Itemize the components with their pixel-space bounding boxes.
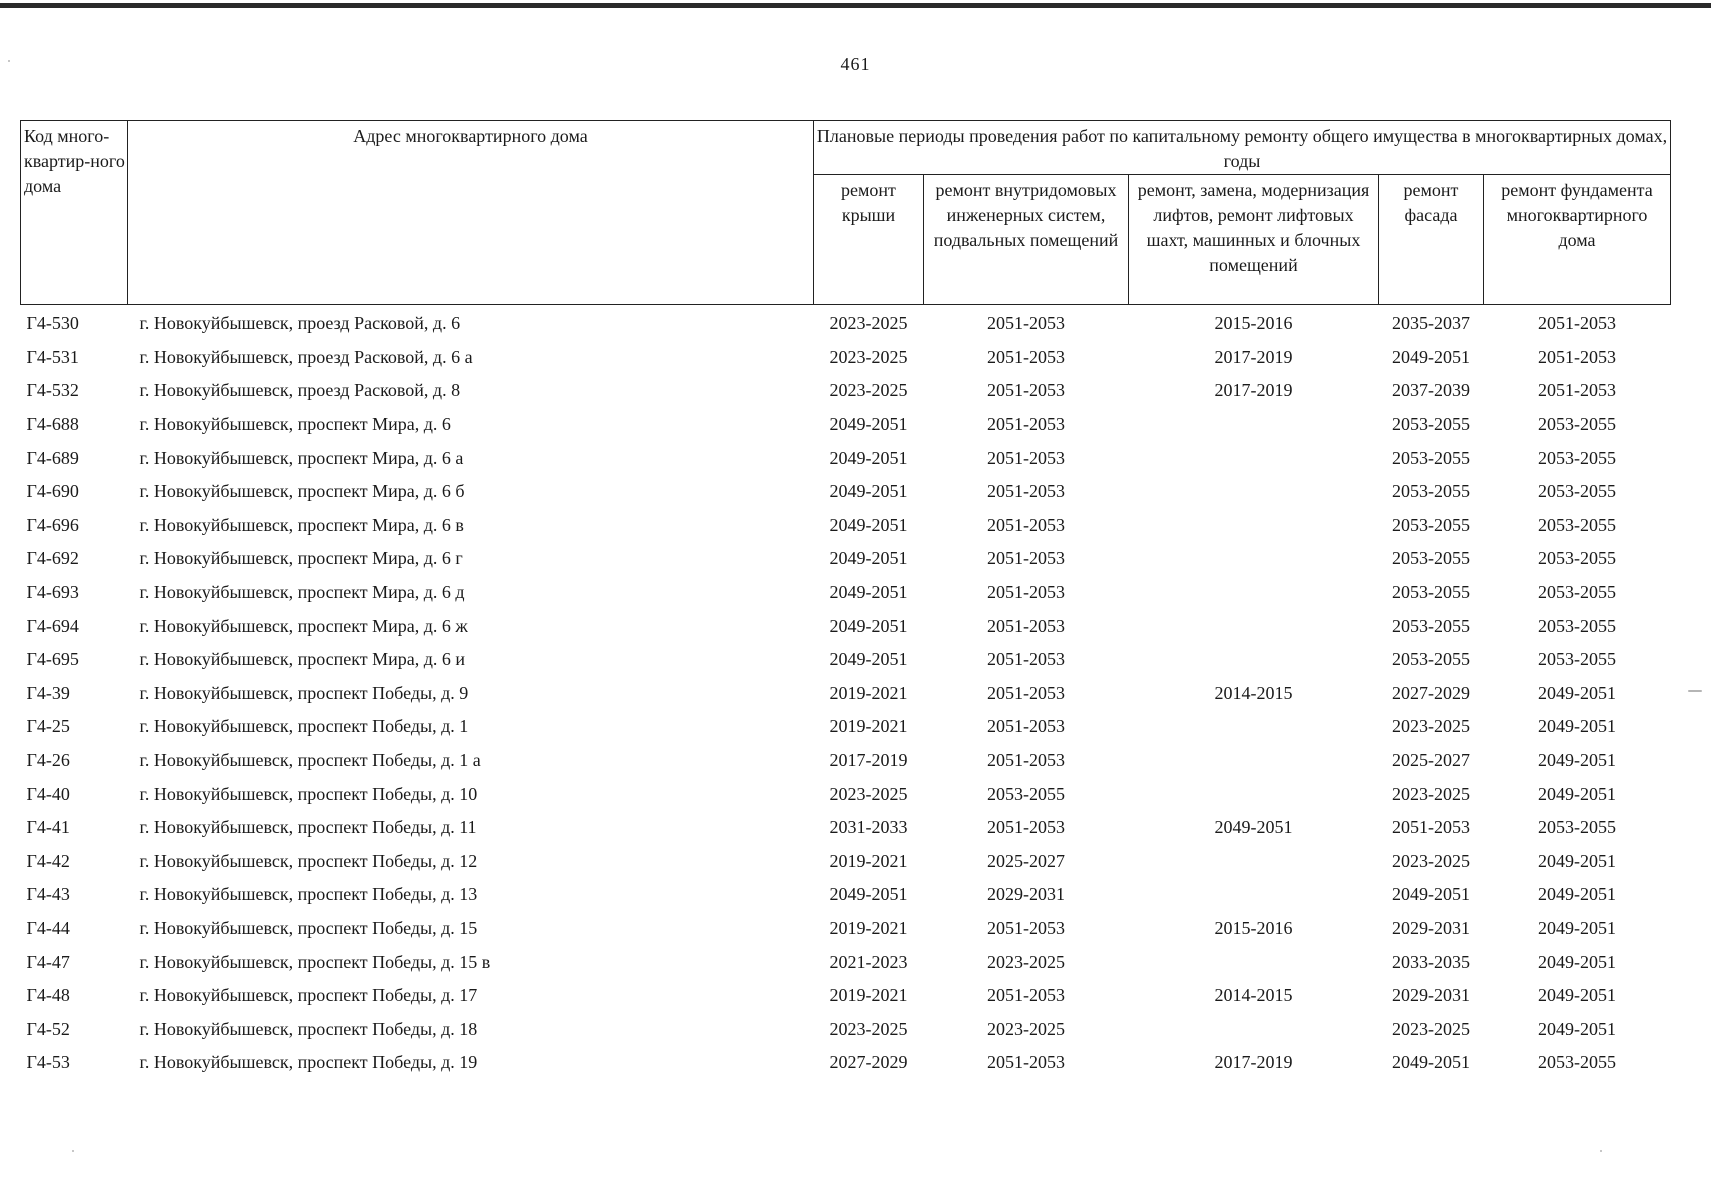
cell-code: Г4-532	[26, 380, 79, 401]
cell-address: г. Новокуйбышевск, проспект Мира, д. 6 г	[139, 548, 463, 569]
header-foundation: ремонт фундамента многоквартирного дома	[1484, 175, 1671, 305]
cell-engineering: 2051-2053	[987, 548, 1065, 569]
header-periods: Плановые периоды проведения работ по капитальному ремонту общего имущества в многоквартирных домах, годы	[814, 121, 1671, 175]
cell-facade: 2053-2055	[1392, 615, 1470, 636]
cell-foundation: 2051-2053	[1538, 380, 1616, 401]
cell-code: Г4-41	[26, 817, 70, 838]
cell-roof: 2049-2051	[829, 649, 908, 670]
table-row	[21, 878, 1671, 912]
cell-code: Г4-696	[26, 514, 79, 535]
cell-elevators	[1129, 576, 1379, 610]
cell-elevators	[1129, 878, 1379, 912]
cell-elevators	[1129, 609, 1379, 643]
cell-facade: 2025-2027	[1392, 750, 1470, 771]
cell-foundation: 2053-2055	[1538, 817, 1616, 838]
cell-code: Г4-694	[26, 615, 79, 636]
table-row	[21, 643, 1671, 677]
cell-roof: 2023-2025	[829, 783, 908, 804]
cell-facade: 2053-2055	[1392, 514, 1470, 535]
cell-facade: 2027-2029	[1392, 682, 1470, 703]
cell-address: г. Новокуйбышевск, проспект Победы, д. 1	[139, 716, 469, 737]
cell-elevators: 2049-2051	[1214, 817, 1293, 838]
cell-facade: 2033-2035	[1392, 951, 1470, 972]
cell-code: Г4-47	[26, 951, 70, 972]
scan-speck	[1600, 1150, 1602, 1152]
header-facade: ремонт фасада	[1379, 175, 1484, 305]
top-border-rule	[0, 3, 1711, 8]
cell-engineering: 2051-2053	[987, 1052, 1065, 1073]
cell-roof: 2049-2051	[829, 615, 908, 636]
cell-engineering: 2051-2053	[987, 414, 1065, 435]
cell-engineering: 2051-2053	[987, 716, 1065, 737]
cell-facade: 2029-2031	[1392, 985, 1470, 1006]
cell-address: г. Новокуйбышевск, проезд Расковой, д. 8	[139, 380, 461, 401]
header-roof: ремонт крыши	[814, 175, 924, 305]
cell-engineering: 2051-2053	[987, 985, 1065, 1006]
table-row	[21, 542, 1671, 576]
cell-foundation: 2049-2051	[1538, 917, 1616, 938]
cell-facade: 2051-2053	[1392, 817, 1470, 838]
cell-facade: 2049-2051	[1392, 884, 1470, 905]
cell-code: Г4-690	[26, 481, 79, 502]
table-body	[21, 305, 1671, 1080]
cell-foundation: 2049-2051	[1538, 884, 1616, 905]
cell-roof: 2019-2021	[829, 682, 908, 703]
cell-address: г. Новокуйбышевск, проспект Победы, д. 13	[139, 884, 478, 905]
cell-elevators: 2014-2015	[1214, 682, 1293, 703]
cell-roof: 2031-2033	[829, 817, 908, 838]
table-row	[21, 777, 1671, 811]
cell-address: г. Новокуйбышевск, проспект Победы, д. 15	[139, 917, 478, 938]
cell-foundation: 2051-2053	[1538, 313, 1616, 334]
cell-foundation: 2053-2055	[1538, 481, 1616, 502]
cell-foundation: 2049-2051	[1538, 951, 1616, 972]
table-row	[21, 341, 1671, 375]
cell-foundation: 2049-2051	[1538, 1018, 1616, 1039]
cell-elevators	[1129, 777, 1379, 811]
cell-facade: 2053-2055	[1392, 649, 1470, 670]
table-header	[21, 121, 1671, 305]
repair-schedule-table	[20, 120, 1671, 1080]
cell-code: Г4-695	[26, 649, 79, 670]
header-address: Адрес многоквартирного дома	[128, 121, 814, 305]
cell-code: Г4-42	[26, 850, 70, 871]
cell-engineering: 2051-2053	[987, 750, 1065, 771]
cell-foundation: 2053-2055	[1538, 447, 1616, 468]
scan-speck	[8, 60, 10, 62]
cell-facade: 2053-2055	[1392, 582, 1470, 603]
cell-code: Г4-688	[26, 414, 79, 435]
cell-code: Г4-53	[26, 1052, 70, 1073]
cell-engineering: 2023-2025	[987, 951, 1065, 972]
table-row	[21, 1012, 1671, 1046]
cell-elevators	[1129, 710, 1379, 744]
cell-foundation: 2049-2051	[1538, 682, 1616, 703]
cell-elevators	[1129, 845, 1379, 879]
cell-engineering: 2051-2053	[987, 682, 1065, 703]
cell-facade: 2053-2055	[1392, 414, 1470, 435]
cell-roof: 2017-2019	[829, 750, 908, 771]
cell-elevators: 2017-2019	[1214, 346, 1293, 367]
cell-roof: 2019-2021	[829, 716, 908, 737]
cell-engineering: 2051-2053	[987, 447, 1065, 468]
cell-roof: 2049-2051	[829, 514, 908, 535]
cell-address: г. Новокуйбышевск, проспект Мира, д. 6 и	[139, 649, 466, 670]
table-row	[21, 979, 1671, 1013]
table-row	[21, 509, 1671, 543]
table-row	[21, 811, 1671, 845]
cell-elevators	[1129, 542, 1379, 576]
cell-facade: 2035-2037	[1392, 313, 1470, 334]
cell-facade: 2029-2031	[1392, 917, 1470, 938]
cell-elevators: 2014-2015	[1214, 985, 1293, 1006]
cell-address: г. Новокуйбышевск, проезд Расковой, д. 6 а	[139, 346, 473, 367]
cell-facade: 2023-2025	[1392, 716, 1470, 737]
cell-roof: 2023-2025	[829, 380, 908, 401]
cell-elevators	[1129, 475, 1379, 509]
cell-code: Г4-44	[26, 917, 70, 938]
cell-elevators	[1129, 1012, 1379, 1046]
cell-facade: 2049-2051	[1392, 1052, 1470, 1073]
cell-engineering: 2051-2053	[987, 917, 1065, 938]
cell-address: г. Новокуйбышевск, проспект Победы, д. 1 а	[139, 750, 481, 771]
cell-code: Г4-40	[26, 783, 70, 804]
cell-foundation: 2053-2055	[1538, 582, 1616, 603]
cell-code: Г4-692	[26, 548, 79, 569]
cell-engineering: 2023-2025	[987, 1018, 1065, 1039]
cell-facade: 2049-2051	[1392, 346, 1470, 367]
table-row	[21, 441, 1671, 475]
cell-code: Г4-531	[26, 346, 79, 367]
cell-roof: 2049-2051	[829, 447, 908, 468]
cell-elevators	[1129, 408, 1379, 442]
cell-facade: 2023-2025	[1392, 1018, 1470, 1039]
cell-foundation: 2049-2051	[1538, 850, 1616, 871]
cell-facade: 2053-2055	[1392, 447, 1470, 468]
cell-engineering: 2029-2031	[987, 884, 1065, 905]
cell-foundation: 2049-2051	[1538, 985, 1616, 1006]
table-row	[21, 845, 1671, 879]
cell-roof: 2049-2051	[829, 548, 908, 569]
cell-roof: 2023-2025	[829, 313, 908, 334]
cell-engineering: 2051-2053	[987, 313, 1065, 334]
cell-roof: 2023-2025	[829, 346, 908, 367]
cell-code: Г4-52	[26, 1018, 70, 1039]
table-row	[21, 408, 1671, 442]
cell-roof: 2019-2021	[829, 850, 908, 871]
cell-address: г. Новокуйбышевск, проспект Мира, д. 6 б	[139, 481, 465, 502]
cell-address: г. Новокуйбышевск, проспект Мира, д. 6	[139, 414, 451, 435]
cell-roof: 2049-2051	[829, 884, 908, 905]
cell-address: г. Новокуйбышевск, проспект Победы, д. 15 в	[139, 951, 491, 972]
cell-elevators: 2015-2016	[1214, 917, 1293, 938]
cell-elevators	[1129, 945, 1379, 979]
table-row	[21, 710, 1671, 744]
cell-foundation: 2049-2051	[1538, 783, 1616, 804]
cell-roof: 2019-2021	[829, 985, 908, 1006]
cell-engineering: 2051-2053	[987, 346, 1065, 367]
cell-facade: 2023-2025	[1392, 783, 1470, 804]
cell-roof: 2049-2051	[829, 414, 908, 435]
cell-elevators	[1129, 441, 1379, 475]
scan-speck	[1688, 690, 1702, 692]
page-number: 461	[840, 54, 871, 74]
table-row	[21, 744, 1671, 778]
cell-foundation: 2053-2055	[1538, 514, 1616, 535]
cell-foundation: 2049-2051	[1538, 750, 1616, 771]
cell-elevators: 2015-2016	[1214, 313, 1293, 334]
cell-facade: 2053-2055	[1392, 548, 1470, 569]
cell-address: г. Новокуйбышевск, проспект Победы, д. 11	[139, 817, 477, 838]
cell-engineering: 2051-2053	[987, 380, 1065, 401]
cell-address: г. Новокуйбышевск, проспект Мира, д. 6 а	[139, 447, 464, 468]
table-row	[21, 945, 1671, 979]
cell-code: Г4-48	[26, 985, 70, 1006]
cell-engineering: 2051-2053	[987, 481, 1065, 502]
cell-engineering: 2051-2053	[987, 615, 1065, 636]
cell-code: Г4-689	[26, 447, 79, 468]
cell-code: Г4-26	[26, 750, 70, 771]
table-row	[21, 374, 1671, 408]
cell-code: Г4-693	[26, 582, 79, 603]
header-elevators: ремонт, замена, модернизация лифтов, ремонт лифтовых шахт, машинных и блочных помещений	[1129, 175, 1379, 305]
cell-code: Г4-530	[26, 313, 79, 334]
cell-address: г. Новокуйбышевск, проезд Расковой, д. 6	[139, 313, 461, 334]
cell-engineering: 2051-2053	[987, 514, 1065, 535]
cell-address: г. Новокуйбышевск, проспект Мира, д. 6 в	[139, 514, 464, 535]
cell-address: г. Новокуйбышевск, проспект Победы, д. 18	[139, 1018, 478, 1039]
cell-code: Г4-39	[26, 682, 70, 703]
cell-engineering: 2051-2053	[987, 817, 1065, 838]
cell-code: Г4-25	[26, 716, 70, 737]
cell-engineering: 2051-2053	[987, 649, 1065, 670]
cell-roof: 2049-2051	[829, 582, 908, 603]
table-row	[21, 475, 1671, 509]
cell-roof: 2019-2021	[829, 917, 908, 938]
table-row	[21, 609, 1671, 643]
cell-elevators	[1129, 744, 1379, 778]
cell-foundation: 2053-2055	[1538, 548, 1616, 569]
cell-roof: 2023-2025	[829, 1018, 908, 1039]
cell-foundation: 2053-2055	[1538, 615, 1616, 636]
cell-roof: 2027-2029	[829, 1052, 908, 1073]
header-engineering: ремонт внутридомовых инженерных систем, подвальных помещений	[924, 175, 1129, 305]
cell-address: г. Новокуйбышевск, проспект Победы, д. 10	[139, 783, 478, 804]
cell-address: г. Новокуйбышевск, проспект Мира, д. 6 ж	[139, 615, 468, 636]
cell-address: г. Новокуйбышевск, проспект Победы, д. 19	[139, 1052, 478, 1073]
scan-speck	[72, 1150, 74, 1152]
cell-code: Г4-43	[26, 884, 70, 905]
table-row	[21, 576, 1671, 610]
cell-address: г. Новокуйбышевск, проспект Победы, д. 17	[139, 985, 478, 1006]
cell-roof: 2021-2023	[829, 951, 908, 972]
cell-facade: 2053-2055	[1392, 481, 1470, 502]
cell-foundation: 2051-2053	[1538, 346, 1616, 367]
cell-roof: 2049-2051	[829, 481, 908, 502]
table-row	[21, 912, 1671, 946]
cell-address: г. Новокуйбышевск, проспект Мира, д. 6 д	[139, 582, 465, 603]
cell-elevators: 2017-2019	[1214, 1052, 1293, 1073]
cell-engineering: 2051-2053	[987, 582, 1065, 603]
cell-facade: 2037-2039	[1392, 380, 1470, 401]
cell-foundation: 2053-2055	[1538, 414, 1616, 435]
cell-foundation: 2053-2055	[1538, 1052, 1616, 1073]
header-code: Код много-квартир-ного дома	[21, 121, 128, 305]
cell-engineering: 2025-2027	[987, 850, 1065, 871]
table-row	[21, 1046, 1671, 1080]
cell-elevators: 2017-2019	[1214, 380, 1293, 401]
cell-engineering: 2053-2055	[987, 783, 1065, 804]
cell-facade: 2023-2025	[1392, 850, 1470, 871]
cell-address: г. Новокуйбышевск, проспект Победы, д. 12	[139, 850, 478, 871]
cell-elevators	[1129, 643, 1379, 677]
table-row	[21, 677, 1671, 711]
cell-foundation: 2053-2055	[1538, 649, 1616, 670]
table-row	[21, 305, 1671, 341]
cell-foundation: 2049-2051	[1538, 716, 1616, 737]
cell-elevators	[1129, 509, 1379, 543]
cell-address: г. Новокуйбышевск, проспект Победы, д. 9	[139, 682, 469, 703]
